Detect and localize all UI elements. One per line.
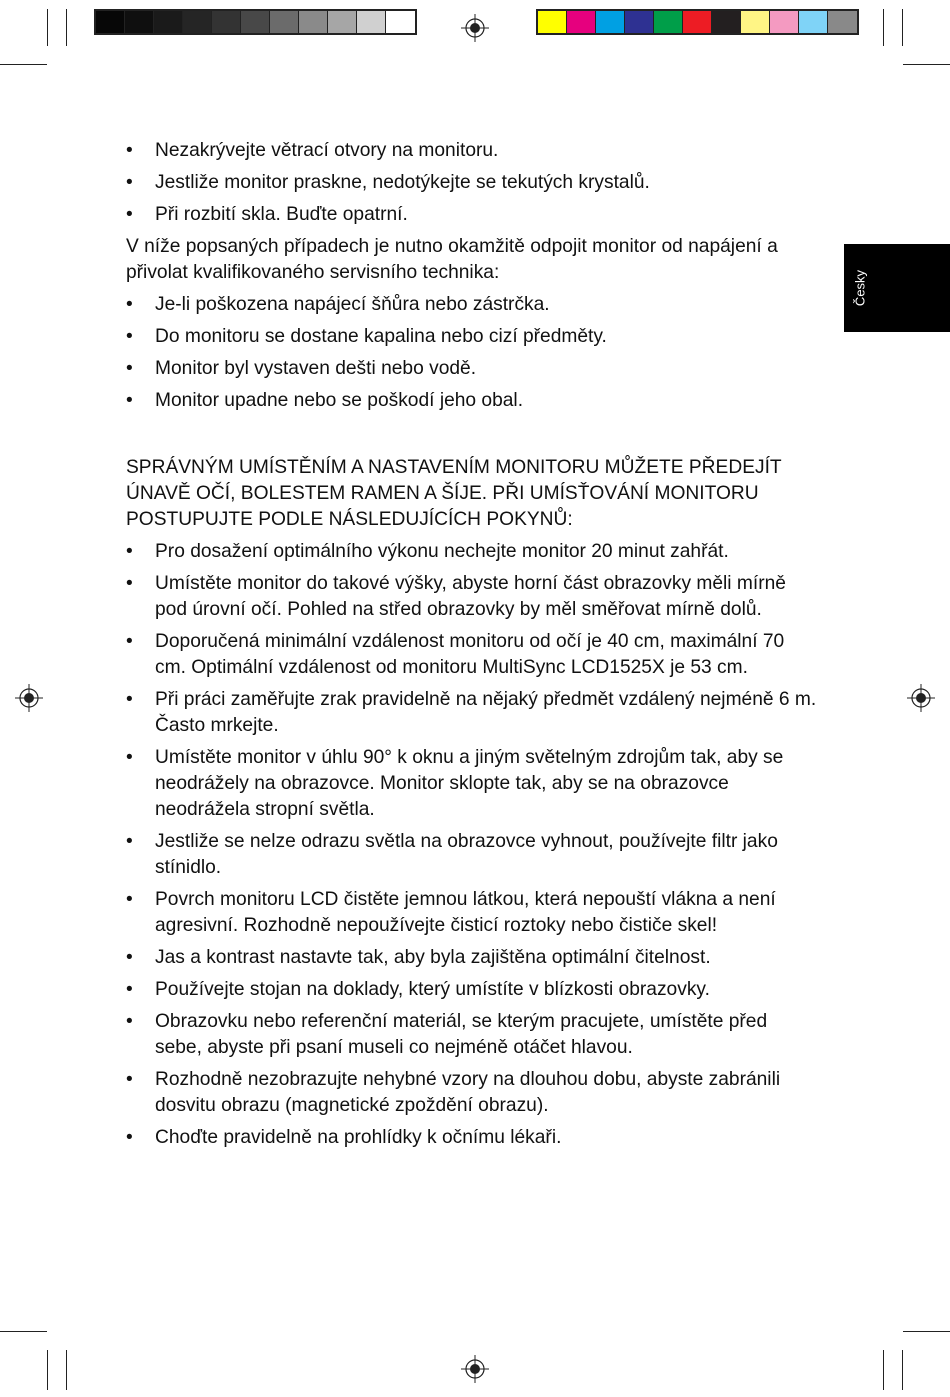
paragraph-service-intro: V níže popsaných případech je nutno okamžitě odpojit monitor od napájení a přivolat kvalifikovaného servisního technika: [126, 236, 778, 283]
list-item: • Jas a kontrast nastavte tak, aby byla zajištěna optimální čitelnost. [126, 945, 818, 971]
registration-mark-icon [461, 14, 489, 42]
list-item: • Umístěte monitor v úhlu 90° k oknu a jiným světelným zdrojům tak, aby se neodrážely na obrazovce. Monitor sklopte tak, aby se na obrazovce neodrážela stropní světla. [126, 745, 818, 823]
list-item: • Pro dosažení optimálního výkonu nechejte monitor 20 minut zahřát. [126, 539, 818, 565]
list-item: • Monitor upadne nebo se poškodí jeho obal. [126, 388, 818, 414]
registration-mark-icon [907, 684, 935, 712]
list-item: • Při práci zaměřujte zrak pravidelně na nějaký předmět vzdálený nejméně 6 m. Často mrkejte. [126, 687, 818, 739]
list-item: • Do monitoru se dostane kapalina nebo cizí předměty. [126, 324, 818, 350]
list-item: • Obrazovku nebo referenční materiál, se kterým pracujete, umístěte před sebe, abyste při psaní museli co nejméně otáčet hlavou. [126, 1009, 818, 1061]
language-tab [844, 244, 950, 332]
calibration-swatch [212, 11, 241, 33]
calibration-swatch [538, 11, 567, 33]
calibration-swatch [799, 11, 828, 33]
crop-mark [47, 9, 48, 46]
list-item: • Monitor byl vystaven dešti nebo vodě. [126, 356, 818, 382]
calibration-swatch [596, 11, 625, 33]
calibration-swatch [712, 11, 741, 33]
list-item: • Jestliže se nelze odrazu světla na obrazovce vyhnout, používejte filtr jako stínidlo. [126, 829, 818, 881]
crop-mark [902, 1350, 903, 1390]
bullet-list-ergonomics [126, 539, 818, 1151]
calibration-swatch [567, 11, 596, 33]
calibration-swatch [154, 11, 183, 33]
calibration-swatch [328, 11, 357, 33]
bullet-list-service [126, 292, 818, 414]
list-item: • Umístěte monitor do takové výšky, abyste horní část obrazovky měli mírně pod úrovní očí. Pohled na střed obrazovky by měl směřovat mírně dolů. [126, 571, 818, 623]
crop-mark [66, 1350, 67, 1390]
list-item: • Nezakrývejte větrací otvory na monitoru. [126, 138, 818, 164]
color-calibration-bar [536, 9, 859, 35]
list-item: • Při rozbití skla. Buďte opatrní. [126, 202, 818, 228]
crop-mark [903, 1331, 950, 1332]
calibration-swatch [828, 11, 857, 33]
calibration-swatch [96, 11, 125, 33]
list-item: • Rozhodně nezobrazujte nehybné vzory na dlouhou dobu, abyste zabránili dosvitu obrazu (magnetické zpoždění obrazu). [126, 1067, 818, 1119]
registration-mark-icon [461, 1355, 489, 1383]
list-item: • Povrch monitoru LCD čistěte jemnou látkou, která nepouští vlákna a není agresivní. Rozhodně nepoužívejte čisticí roztoky nebo čističe skel! [126, 887, 818, 939]
registration-mark-icon [15, 684, 43, 712]
bullet-list-safety [126, 138, 818, 228]
section-heading: SPRÁVNÝM UMÍSTĚNÍM A NASTAVENÍM MONITORU MŮŽETE PŘEDEJÍT ÚNAVĚ OČÍ, BOLESTEM RAMEN A ŠÍJE. PŘI UMÍSŤOVÁNÍ MONITORU POSTUPUJTE PODLE NÁSLEDUJÍCÍCH POKYNŮ: [126, 457, 782, 530]
calibration-swatch [654, 11, 683, 33]
crop-mark [883, 9, 884, 46]
calibration-swatch [270, 11, 299, 33]
calibration-swatch [625, 11, 654, 33]
crop-mark [0, 64, 47, 65]
list-item: • Používejte stojan na doklady, který umístíte v blízkosti obrazovky. [126, 977, 818, 1003]
calibration-swatch [386, 11, 415, 33]
list-item: • Choďte pravidelně na prohlídky k očnímu lékaři. [126, 1125, 818, 1151]
crop-mark [47, 1350, 48, 1390]
language-tab-label: Česky [852, 269, 868, 307]
calibration-swatch [125, 11, 154, 33]
crop-mark [66, 9, 67, 46]
calibration-swatch [683, 11, 712, 33]
calibration-swatch [299, 11, 328, 33]
crop-mark [0, 1331, 47, 1332]
list-item: • Jestliže monitor praskne, nedotýkejte se tekutých krystalů. [126, 170, 818, 196]
calibration-swatch [741, 11, 770, 33]
grayscale-calibration-bar [94, 9, 417, 35]
crop-mark [902, 9, 903, 46]
calibration-swatch [770, 11, 799, 33]
list-item: • Doporučená minimální vzdálenost monitoru od očí je 40 cm, maximální 70 cm. Optimální vzdálenost od monitoru MultiSync LCD1525X je 53 cm. [126, 629, 818, 681]
calibration-swatch [183, 11, 212, 33]
calibration-swatch [241, 11, 270, 33]
crop-mark [903, 64, 950, 65]
list-item: • Je-li poškozena napájecí šňůra nebo zástrčka. [126, 292, 818, 318]
calibration-swatch [357, 11, 386, 33]
crop-mark [883, 1350, 884, 1390]
document-body [126, 138, 818, 1157]
